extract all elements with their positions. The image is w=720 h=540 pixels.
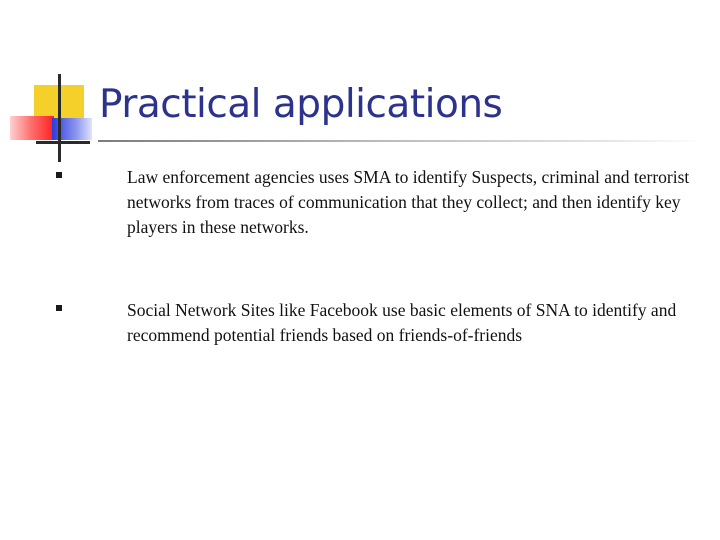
- decorative-vertical-line: [58, 74, 61, 162]
- title-underline-rule: [98, 140, 704, 142]
- slide-title: Practical applications: [99, 82, 503, 127]
- square-bullet-icon: [56, 305, 62, 311]
- decorative-horizontal-line: [36, 141, 90, 144]
- decorative-red-bar: [10, 116, 54, 140]
- bullet-text: Social Network Sites like Facebook use basic elements of SNA to identify and recommend potential friends based on friends-of-friends: [127, 300, 677, 345]
- square-bullet-icon: [56, 172, 62, 178]
- bullet-text: Law enforcement agencies uses SMA to identify Suspects, criminal and terrorist networks from traces of communication that they collect; and then identify key players in these networks.: [127, 167, 690, 237]
